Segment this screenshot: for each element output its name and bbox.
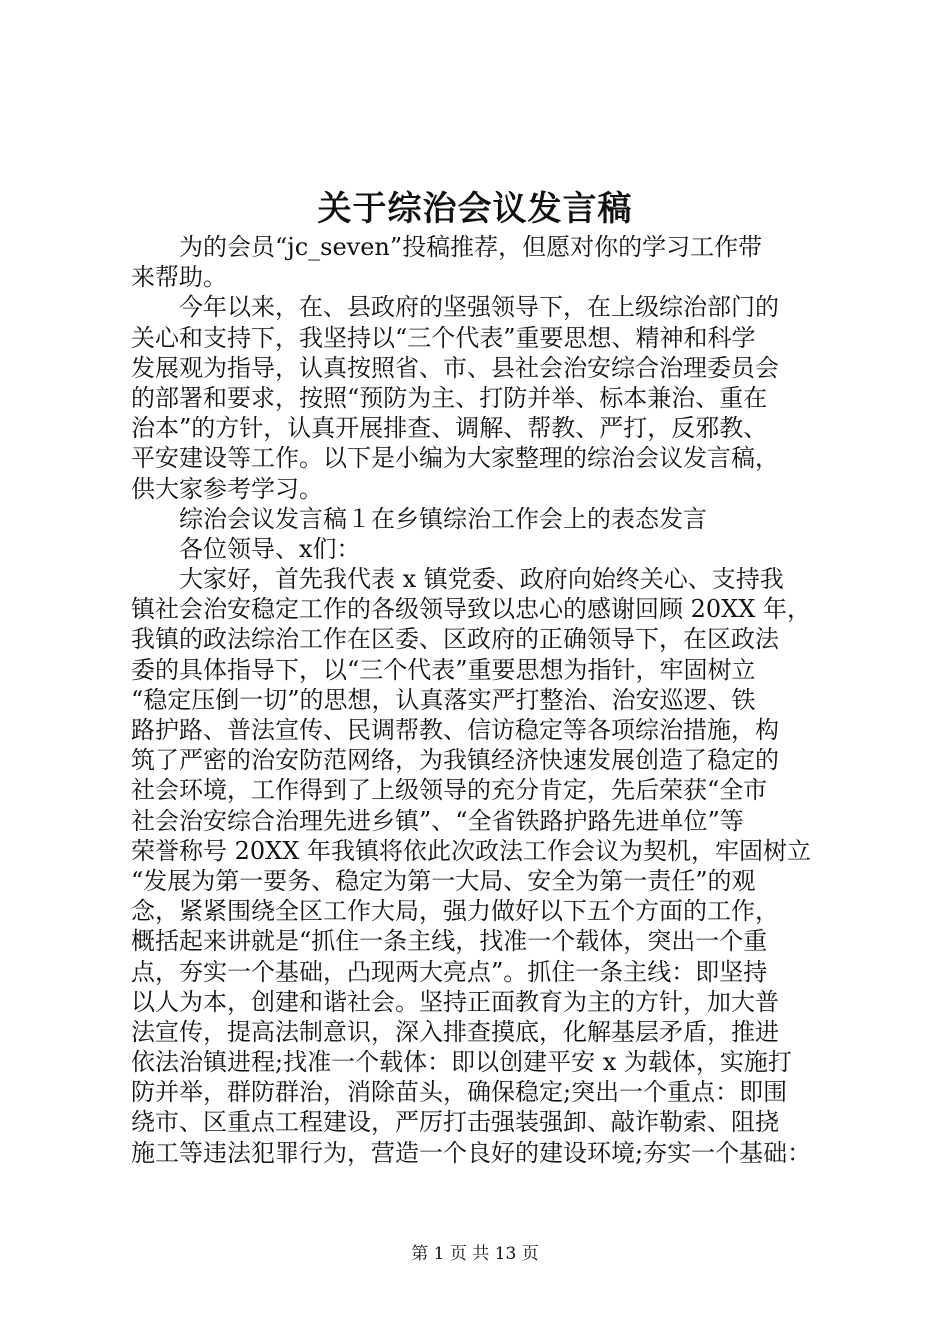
text-line: “发展为第一要务、稳定为第一大局、安全为第一责任”的观 — [131, 866, 756, 895]
text-line: 关心和支持下，我坚持以“三个代表”重要思想、精神和科学 — [131, 323, 756, 352]
text-line: 依法治镇进程;找准一个载体：即以创建平安 x 为载体，实施打 — [131, 1048, 792, 1077]
text-line: 路护路、普法宣传、民调帮教、信访稳定等各项综治措施，构 — [131, 716, 779, 744]
text-line: 镇社会治安稳定工作的各级领导致以忠心的感谢回顾 20XX 年， — [131, 595, 811, 624]
text-line: 施工等违法犯罪行为，营造一个良好的建设环境;夯实一个基础： — [131, 1138, 812, 1167]
text-line: 治本”的方针，认真开展排查、调解、帮教、严打，反邪教、 — [131, 414, 768, 443]
text-line: 今年以来，在、县政府的坚强领导下，在上级综治部门的 — [179, 293, 779, 322]
text-line: 大家好，首先我代表 x 镇党委、政府向始终关心、支持我 — [179, 565, 784, 594]
text-line: 我镇的政法综治工作在区委、区政府的正确领导下，在区政法 — [131, 625, 779, 654]
text-line: 来帮助。 — [131, 263, 227, 292]
text-line: 筑了严密的治安防范网络，为我镇经济快速发展创造了稳定的 — [131, 746, 779, 775]
text-line: 各位领导、x们： — [179, 534, 361, 563]
text-line: 委的具体指导下，以“三个代表”重要思想为指针，牢固树立 — [131, 655, 756, 684]
page-number: 第 1 页 共 13 页 — [411, 1244, 539, 1264]
text-line: 为的会员“jc_seven”投稿推荐，但愿对你的学习工作带 — [179, 233, 763, 261]
text-line: 防并举，群防群治，消除苗头，确保稳定;突出一个重点：即围 — [131, 1078, 788, 1107]
text-line: “稳定压倒一切”的思想，认真落实严打整治、治安巡逻、铁 — [131, 685, 756, 714]
text-line: 综治会议发言稿１在乡镇综治工作会上的表态发言 — [179, 504, 707, 533]
text-line: 绕市、区重点工程建设，严厉打击强装强卸、敲诈勒索、阻挠 — [131, 1108, 779, 1137]
document-body — [131, 232, 831, 1168]
document-title: 关于综治会议发言稿 — [317, 189, 633, 229]
text-line: 以人为本，创建和谐社会。坚持正面教育为主的方针，加大普 — [131, 987, 779, 1016]
text-line: 的部署和要求，按照“预防为主、打防并举、标本兼治、重在 — [131, 383, 768, 412]
text-line: 社会环境，工作得到了上级领导的充分肯定，先后荣获“全市 — [131, 776, 768, 805]
text-line: 平安建设等工作。以下是小编为大家整理的综治会议发言稿， — [131, 444, 779, 473]
text-line: 法宣传，提高法制意识，深入排查摸底，化解基层矛盾，推进 — [131, 1017, 779, 1046]
text-line: 点，夯实一个基础，凸现两大亮点”。抓住一条主线：即坚持 — [131, 957, 768, 986]
text-line: 发展观为指导，认真按照省、市、县社会治安综合治理委员会 — [131, 353, 779, 382]
text-line: 念，紧紧围绕全区工作大局，强力做好以下五个方面的工作， — [131, 897, 779, 926]
text-line: 概括起来讲就是“抓住一条主线，找准一个载体，突出一个重 — [131, 927, 768, 956]
text-line: 社会治安综合治理先进乡镇”、“全省铁路护路先进单位”等 — [131, 806, 744, 835]
text-line: 荣誉称号 20XX 年我镇将依此次政法工作会议为契机，牢固树立 — [131, 836, 811, 865]
text-line: 供大家参考学习。 — [131, 474, 323, 503]
